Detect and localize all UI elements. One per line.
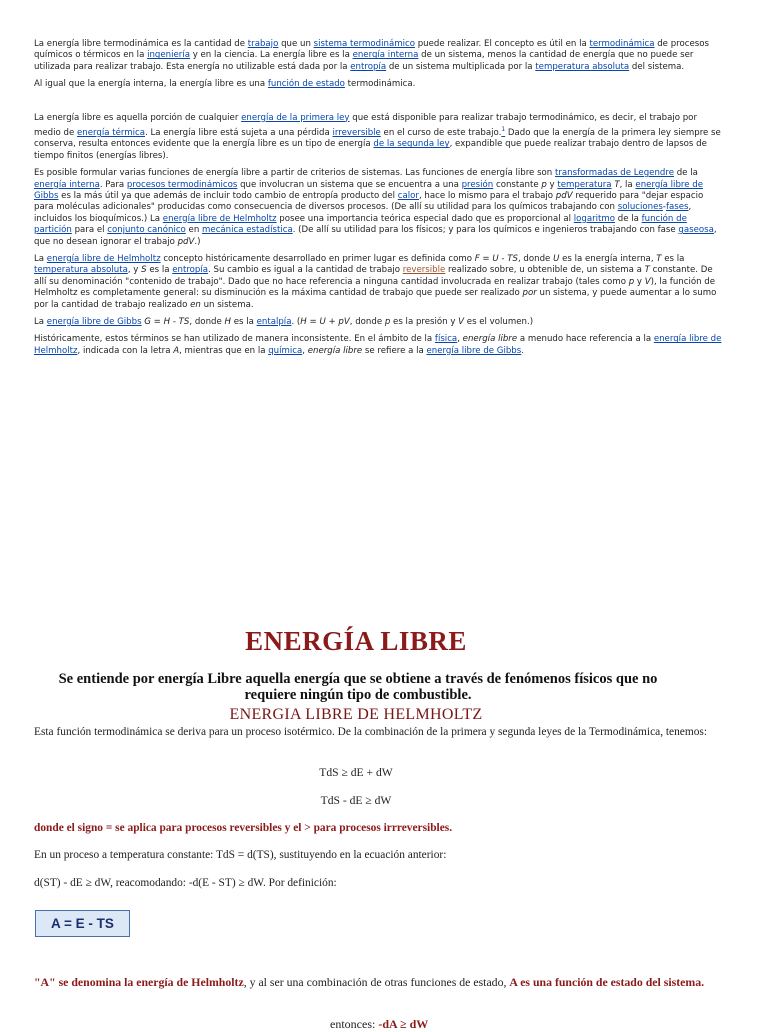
wiki-link[interactable]: física [434, 334, 458, 345]
text-run: en el curso de este trabajo. [380, 127, 502, 138]
text-run: es el volumen.) [464, 316, 534, 327]
text-run: Históricamente, estos términos se han utilizado de manera inconsistente. En el ámbito de la [34, 334, 435, 345]
final-equation-value: -dA ≥ dW [378, 1017, 429, 1031]
italic-text: pdV [555, 190, 573, 201]
text-run: . Su cambio es igual a la cantidad de trabajo [208, 265, 403, 276]
text-run: a menudo hace referencia a la [517, 334, 654, 345]
wiki-article [34, 39, 724, 363]
wiki-link[interactable]: sistema termodinámico [313, 39, 415, 49]
paragraph-history [34, 334, 724, 357]
text-run: de un sistema, menos la cantidad de energía que no puede ser utilizada para realizar trabajo. Esta energía no utilizable está dada por la [34, 50, 694, 72]
text-run: , mientras que en la [179, 345, 269, 356]
italic-text: F [474, 253, 480, 264]
italic-text: U [492, 253, 499, 264]
wiki-link[interactable]: temperatura absoluta [34, 265, 128, 276]
text-run: , [457, 334, 463, 345]
wiki-link[interactable]: función de estado [267, 79, 345, 90]
wiki-link[interactable]: reversible [402, 265, 446, 276]
wiki-link[interactable]: energía libre de Gibbs [46, 316, 142, 327]
text-run: - [498, 253, 508, 264]
italic-text: U [553, 253, 560, 264]
wiki-link[interactable]: temperatura absoluta [535, 61, 630, 72]
text-run: . Para [99, 179, 127, 190]
helmholtz-conclusion [34, 975, 734, 989]
text-run: , y [127, 265, 142, 276]
text-run: . [521, 345, 524, 356]
text-run: , [302, 345, 308, 356]
text-run: concepto históricamente desarrollado en primer lugar es definida como [160, 253, 475, 264]
italic-text: H [224, 316, 231, 327]
text-run: Dado que la energía de la primera ley siempre se conserva, resulta entonces evidente que la energía libre es un tipo de energía [34, 127, 721, 150]
text-run: para el [71, 225, 108, 236]
text-run: un sistema, y puede aumentar a lo sumo por la cantidad de trabajo realizado [34, 288, 717, 310]
wiki-link[interactable]: conjunto canónico [107, 225, 186, 236]
page-title: ENERGÍA LIBRE [245, 626, 467, 656]
text-run: de la [673, 168, 698, 179]
wiki-link[interactable]: soluciones [617, 202, 663, 213]
equation-2: TdS - dE ≥ dW [320, 794, 392, 807]
italic-text: A [173, 345, 180, 356]
italic-text: V [458, 316, 465, 327]
text-run: y [634, 276, 645, 287]
italic-text: pdV [177, 236, 195, 247]
wiki-link[interactable]: química [268, 345, 303, 356]
constant-temperature-text: En un proceso a temperatura constante: TdS = d(TS), sustituyendo en la ecuación anterior: [34, 849, 447, 861]
wiki-link[interactable]: energía libre de Gibbs [426, 345, 522, 356]
paragraph-gibbs [34, 317, 724, 328]
italic-text: por [522, 288, 537, 299]
text-run: requerido para "dejar espacio para moléculas adicionales" producidas como consecuencia de diversos procesos. (De allí su utilidad para los químicos trabajando con [34, 190, 704, 213]
paragraph-definition [34, 39, 724, 73]
intro-text: Se entiende por energía Libre aquella energía que se obtiene a través de fenómenos físicos que no requiere ningún tipo de combustible. [58, 671, 658, 703]
text-run: . (De allí su utilidad para los físicos; y para los químicos e ingenieros trabajando con fase [292, 225, 679, 236]
formula-box: A = E - TS [35, 910, 130, 937]
italic-text: energía libre [307, 345, 363, 356]
text-run: .) [194, 236, 201, 247]
text-run: puede realizar. El concepto es útil en la [414, 39, 590, 49]
text-run: que involucran un sistema que se encuentra a una [237, 179, 462, 190]
wiki-link[interactable]: mecánica estadística [202, 225, 293, 236]
italic-text: p [628, 276, 635, 287]
italic-text: TS [178, 316, 190, 327]
text-run: de la [615, 213, 642, 224]
paragraph-state-function [34, 79, 724, 90]
text-run: un sistema. [200, 299, 254, 310]
text-run: es la más útil ya que además de incluir todo cambio de entropía producto del [58, 190, 398, 201]
italic-text: S [141, 265, 147, 276]
wiki-link[interactable]: de la segunda ley [373, 139, 450, 150]
wiki-link[interactable]: presión [461, 179, 494, 190]
text-run: posee una importancia teórica especial dado que es proporcional al [276, 213, 574, 224]
italic-text: H [300, 316, 307, 327]
wiki-link[interactable]: función de partición [34, 213, 687, 236]
text-run: que está disponible para realizar trabajo termodinámico, es decir, el trabajo por medio de [34, 112, 697, 138]
text-run: = [479, 253, 493, 264]
italic-text: p [541, 179, 547, 190]
text-run: . ( [291, 316, 301, 327]
italic-text: V [644, 276, 651, 287]
wiki-link[interactable]: energía interna [352, 50, 419, 61]
text-run: y en la ciencia. La energía libre es la [189, 50, 353, 61]
reference-link[interactable]: 1 [501, 126, 506, 134]
text-run: constante. De allí su denominación "contenido de trabajo". Dado que no hace referencia a ninguna cantidad involucrada en realizar trabajo (tales como [34, 265, 713, 287]
wiki-link[interactable]: transformadas de Legendre [554, 168, 674, 179]
conclusion-plain: , y al ser una combinación de otras funciones de estado, [243, 975, 510, 989]
wiki-link[interactable]: gaseosa [678, 225, 714, 236]
text-run: de procesos químicos o térmicos en la [34, 39, 709, 61]
wiki-link[interactable]: entropía [350, 61, 387, 72]
italic-text: TS [507, 253, 518, 264]
wiki-link[interactable]: ingeniería [147, 50, 190, 61]
text-run: , hace lo mismo para el trabajo [418, 190, 556, 201]
text-run: es la [146, 265, 173, 276]
text-run: y [546, 179, 558, 190]
conclusion-bold-1: "A" se denomina la energía de Helmholtz [34, 975, 244, 989]
text-run: , la [619, 179, 636, 190]
text-run: , indicada con la letra [77, 345, 174, 356]
wiki-link[interactable]: energía térmica [76, 127, 146, 138]
text-run: constante [493, 179, 542, 190]
text-run: Es posible formular varias funciones de energía libre a partir de criterios de sistemas. Las funciones de energía libre son [34, 168, 555, 179]
wiki-link[interactable]: termodinámica [589, 39, 655, 49]
wiki-link[interactable]: energía libre de Gibbs [34, 179, 704, 201]
text-run: La energía libre es aquella porción de cualquier [34, 112, 242, 123]
final-equation-label: entonces: [330, 1017, 379, 1031]
italic-text: T [644, 265, 650, 276]
conclusion-bold-2: A es una función de estado del sistema. [509, 975, 705, 989]
derivation-intro: Esta función termodinámica se deriva para un proceso isotérmico. De la combinación de la primera y segunda leyes de la Termodinámica, tenemos: [34, 726, 708, 738]
text-run: La [34, 253, 47, 264]
text-run: ), la función de Helmholtz es completamente general: su disminución es la máxima cantidad de trabajo que puede ser realizado [34, 276, 716, 299]
italic-text: p [384, 316, 391, 327]
text-run: + [325, 316, 339, 327]
italic-text: pV [338, 316, 350, 327]
paragraph-first-law [34, 113, 724, 162]
text-run: , expandible que puede realizar trabajo dentro de lapsos de tiempo finitos (energías libres). [34, 139, 707, 161]
wiki-link[interactable]: fases [666, 202, 689, 213]
text-run: Al igual que la energía interna, la energía libre es una [34, 79, 268, 90]
wiki-link[interactable]: procesos termodinámicos [126, 179, 238, 190]
italic-text: energía libre [462, 334, 518, 345]
italic-text: U [319, 316, 326, 327]
sign-note: donde el signo = se aplica para procesos reversibles y el > para procesos irrreversibles. [34, 822, 453, 834]
wiki-link[interactable]: energía interna [34, 179, 100, 190]
text-run: , donde [189, 316, 225, 327]
paragraph-helmholtz [34, 254, 724, 311]
wiki-link[interactable]: energía libre de Helmholtz [34, 334, 722, 356]
text-run: del sistema. [629, 61, 685, 72]
section-title: ENERGIA LIBRE DE HELMHOLTZ [229, 706, 483, 723]
text-run: termodinámica. [344, 79, 416, 90]
wiki-link[interactable]: calor [397, 190, 419, 201]
italic-text: T [656, 253, 662, 264]
italic-text: G [144, 316, 151, 327]
text-run: es la [230, 316, 257, 327]
wiki-link[interactable]: irreversible [332, 127, 381, 138]
wiki-link[interactable]: energía libre de Helmholtz [46, 253, 161, 264]
text-run: que un [278, 39, 314, 49]
rearrange-text: d(ST) - dE ≥ dW, reacomodando: -d(E - ST) ≥ dW. Por definición: [34, 877, 337, 889]
text-run: = [306, 316, 320, 327]
wiki-link[interactable]: energía de la primera ley [241, 112, 350, 123]
wiki-link[interactable]: logaritmo [573, 213, 616, 224]
text-run: - [662, 202, 666, 213]
text-run: = [150, 316, 164, 327]
text-run: de un sistema multiplicada por la [386, 61, 536, 72]
italic-text: T [614, 179, 620, 190]
final-equation [330, 1017, 428, 1032]
text-run: , que no desean ignorar el trabajo [34, 225, 717, 247]
text-run: , donde [517, 253, 554, 264]
text-run: en [185, 225, 203, 236]
text-run: , incluidos los bioquímicos.) La [34, 202, 692, 224]
text-run: - [170, 316, 179, 327]
paragraph-legendre [34, 168, 724, 248]
text-run: La [34, 316, 47, 327]
italic-text: en [190, 299, 201, 310]
wiki-link[interactable]: energía libre de Helmholtz [162, 213, 277, 224]
text-run: realizado sobre, u obtenible de, un sistema a [445, 265, 645, 276]
text-run: es la presión y [390, 316, 459, 327]
text-run: es la [661, 253, 685, 264]
text-run: es la energía interna, [559, 253, 657, 264]
text-run: La energía libre termodinámica es la cantidad de [34, 39, 248, 49]
wiki-link[interactable]: trabajo [247, 39, 279, 49]
text-run: . La energía libre está sujeta a una pérdida [145, 127, 333, 138]
text-run: , donde [349, 316, 385, 327]
wiki-link[interactable]: entalpía [256, 316, 292, 327]
italic-text: H [163, 316, 171, 327]
text-run: se refiere a la [362, 345, 427, 356]
equation-1: TdS ≥ dE + dW [319, 766, 393, 779]
wiki-link[interactable]: temperatura [557, 179, 612, 190]
wiki-link[interactable]: entropía [172, 265, 209, 276]
